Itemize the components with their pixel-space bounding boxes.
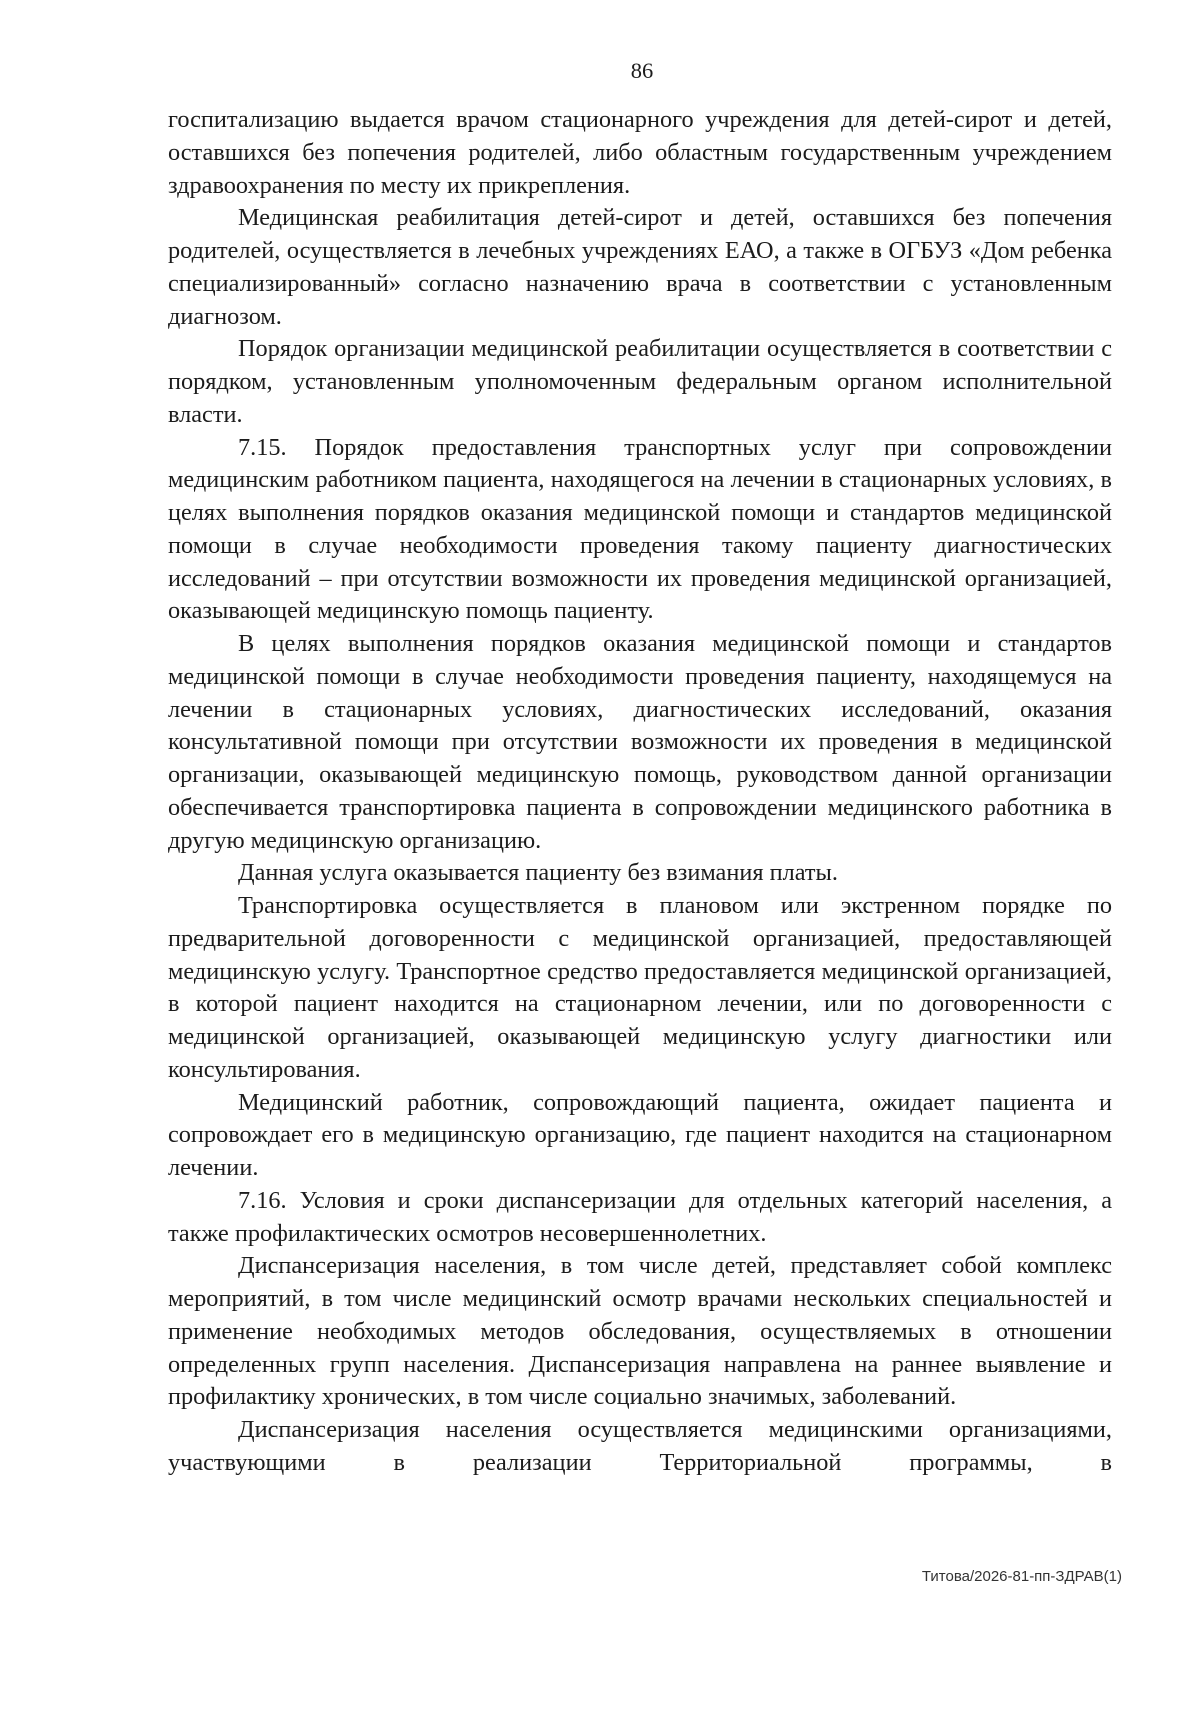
document-code: Титова/2026-81-пп-ЗДРАВ(1)	[921, 1568, 1122, 1585]
paragraph: Данная услуга оказывается пациенту без взимания платы.	[238, 859, 838, 887]
paragraph: Медицинский работник, сопровождающий пациента, ожидает пациента и сопровождает его в медицинскую организацию, где пациент находится на стационарном лечении.	[168, 1088, 1112, 1181]
paragraph: госпитализацию выдается врачом стационарного учреждения для детей-сирот и детей, оставшихся без попечения родителей, либо областным государственным учреждением здравоохранения по месту их прикрепления.	[168, 106, 1112, 199]
section-7-15-paragraph: 7.15. Порядок предоставления транспортных услуг при сопровождении медицинским работником пациента, находящегося на лечении в стационарных условиях, в целях выполнения порядков оказания медицинской помощи и стандартов медицинской помощи в случае необходимости проведения такому пациенту диагностических исследований – при отсутствии возможности их проведения медицинской организацией, оказывающей медицинскую помощь пациенту.	[168, 433, 1112, 625]
paragraph: В целях выполнения порядков оказания медицинской помощи и стандартов медицинской помощи в случае необходимости проведения пациенту, находящемуся на лечении в стационарных условиях, диагностических исследований, оказания консультативной помощи при отсутствии возможности их проведения в медицинской организации, оказывающей медицинскую помощь, руководством данной организации обеспечивается транспортировка пациента в сопровождении медицинского работника в другую медицинскую организацию.	[168, 630, 1112, 854]
paragraph: Диспансеризация населения осуществляется медицинскими организациями, участвующими в реализации Территориальной программы, в	[168, 1416, 1112, 1476]
section-7-16-paragraph: 7.16. Условия и сроки диспансеризации для отдельных категорий населения, а также профилактических осмотров несовершеннолетних.	[168, 1186, 1112, 1247]
paragraph: Порядок организации медицинской реабилитации осуществляется в соответствии с порядком, установленным уполномоченным федеральным органом исполнительной власти.	[168, 335, 1112, 428]
paragraph: Медицинская реабилитация детей-сирот и детей, оставшихся без попечения родителей, осуществляется в лечебных учреждениях ЕАО, а также в ОГБУЗ «Дом ребенка специализированный» согласно назначению врача в соответствии с установленным диагнозом.	[168, 204, 1112, 330]
document-body	[168, 104, 1112, 1480]
page-number: 86	[630, 58, 654, 83]
paragraph: Диспансеризация населения, в том числе детей, представляет собой комплекс мероприятий, в том числе медицинский осмотр врачами нескольких специальностей и применение необходимых методов обследования, осуществляемых в отношении определенных групп населения. Диспансеризация направлена на раннее выявление и профилактику хронических, в том числе социально значимых, заболеваний.	[168, 1252, 1112, 1411]
paragraph: Транспортировка осуществляется в плановом или экстренном порядке по предварительной договоренности с медицинской организацией, предоставляющей медицинскую услугу. Транспортное средство предоставляется медицинской организацией, в которой пациент находится на стационарном лечении, или по договоренности с медицинской организацией, оказывающей медицинскую услугу диагностики или консультирования.	[168, 892, 1112, 1083]
